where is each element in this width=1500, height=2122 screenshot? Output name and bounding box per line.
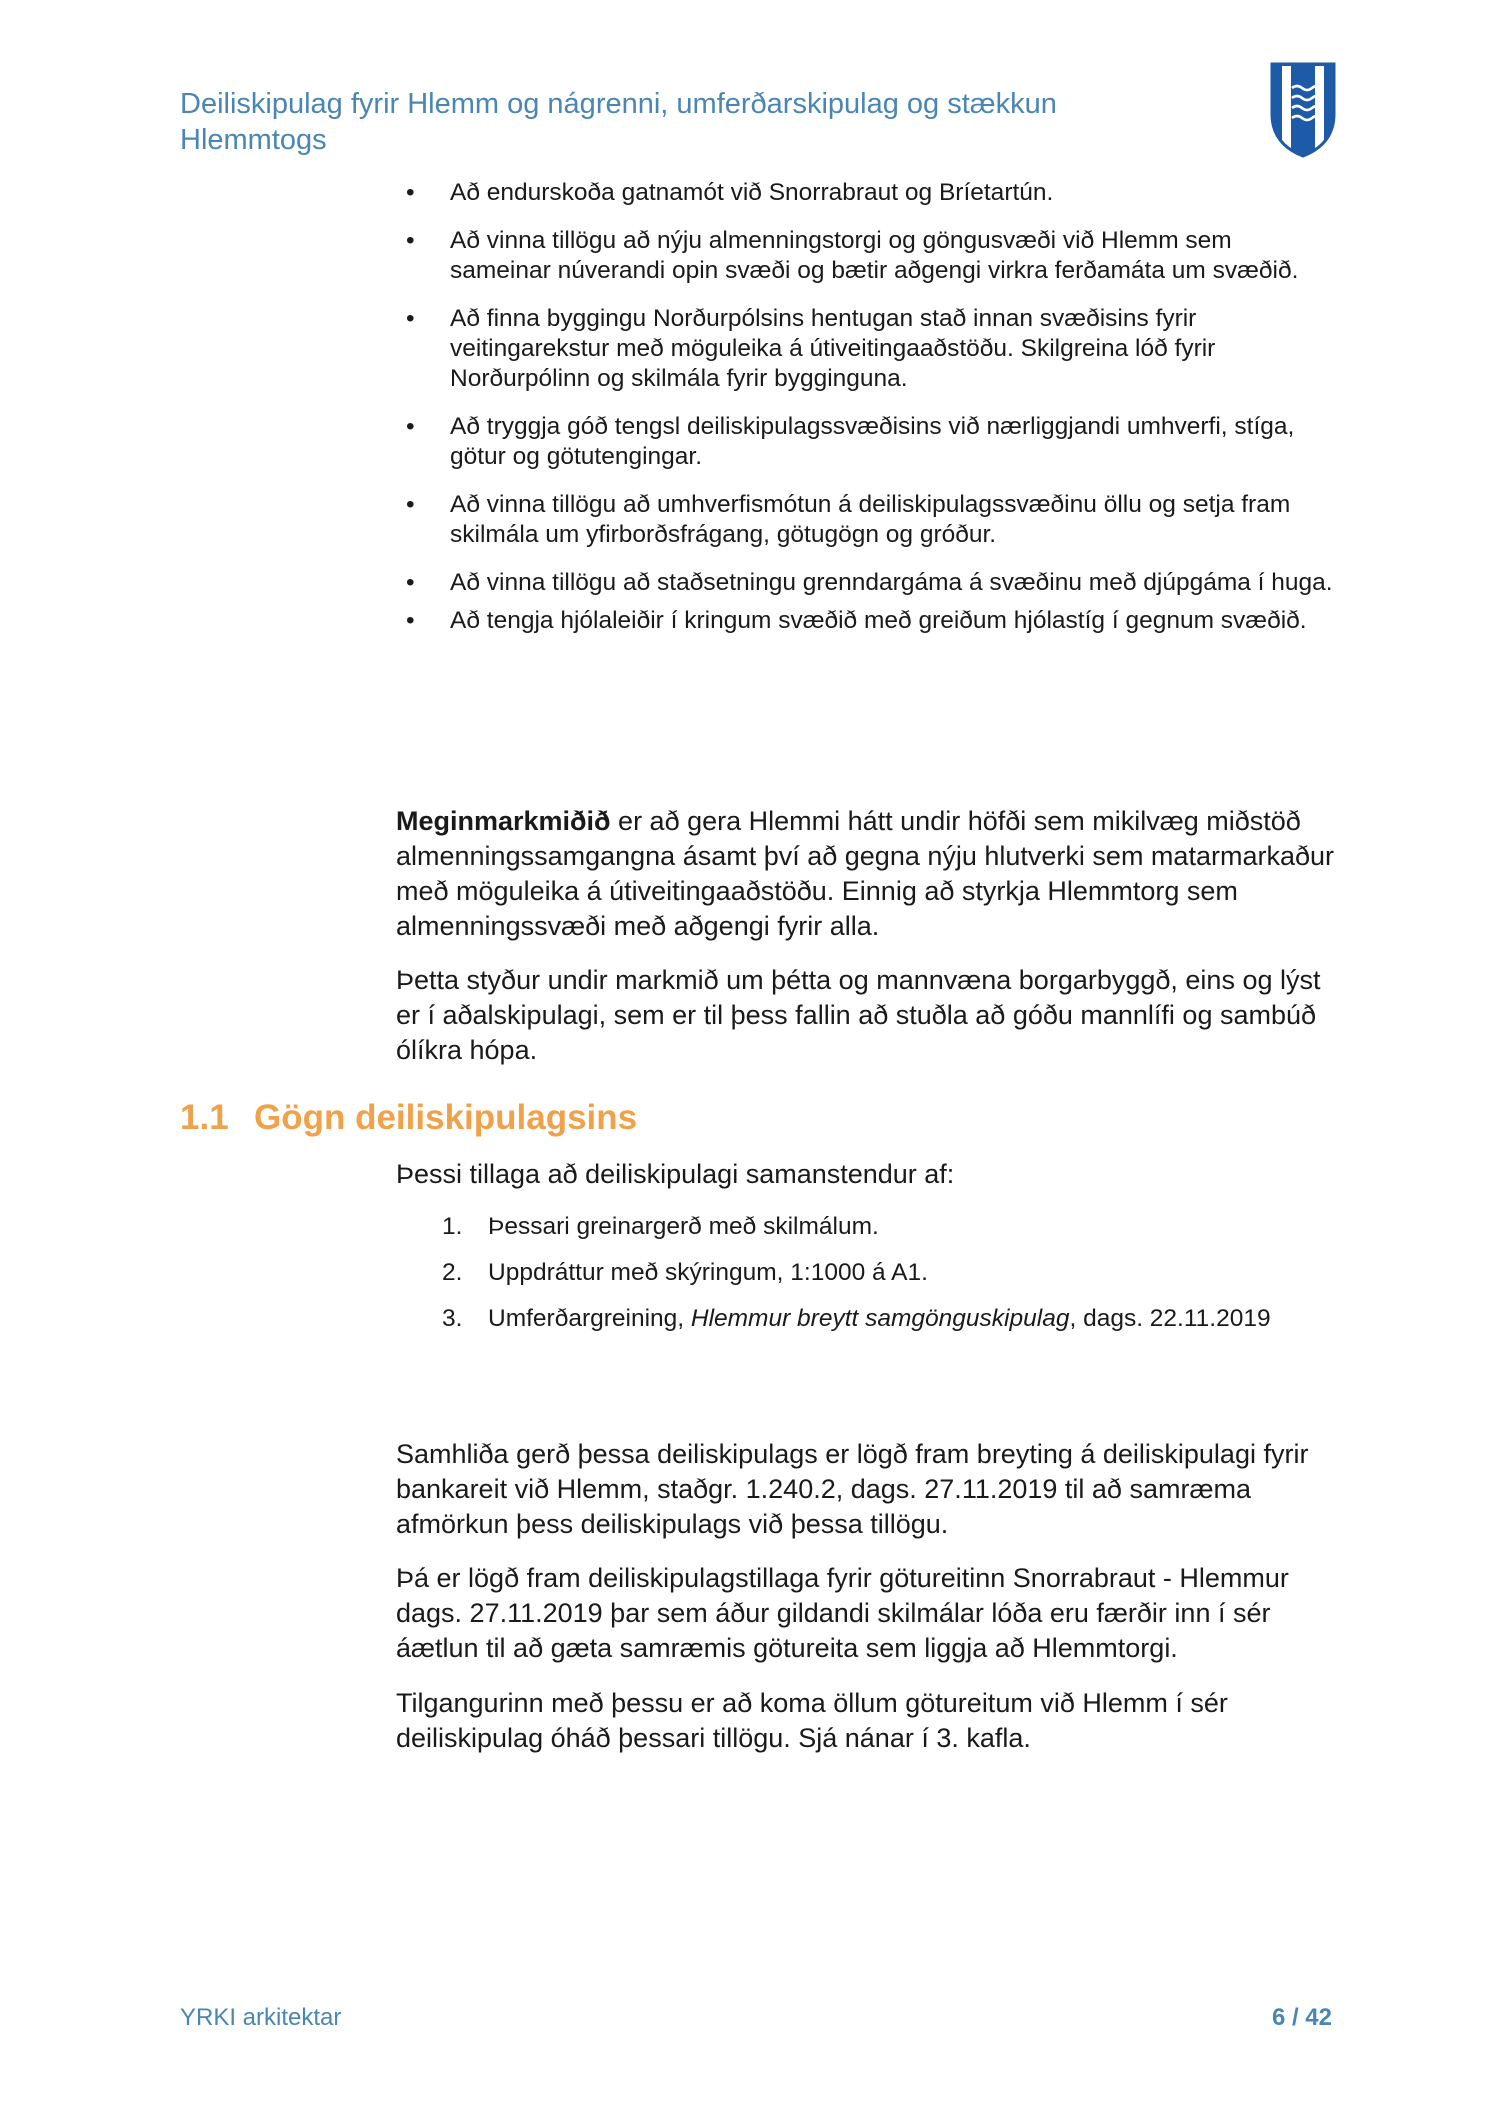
list-item: • Að tengja hjólaleiðir í kringum svæðið með greiðum hjólastíg í gegnum svæðið. (406, 607, 1307, 634)
bullet-icon: • (406, 491, 415, 518)
footer-page-number: 6 / 42 (1271, 2004, 1332, 2031)
list-item: 3. Umferðargreining, Hlemmur breytt samgönguskipulag, dags. 22.11.2019 (442, 1305, 1271, 1332)
bullet-icon: • (406, 179, 415, 206)
list-item: • Að vinna tillögu að umhverfismótun á deiliskipulagssvæðinu öllu og setja fram skilmála um yfirborðsfrágang, götugögn og gróður. (406, 491, 1291, 548)
bullet-icon: • (406, 569, 415, 596)
paragraph-gotureitur: Þá er lögð fram deiliskipulagstillaga fyrir götureitinn Snorrabraut - Hlemmur dags. 27.11.2019 þar sem áður gildandi skilmálar lóða eru færðir inn í sér áætlun til að gæta samræmis götureita sem liggja að Hlemmtorgi. (396, 1563, 1289, 1663)
list-item: • Að vinna tillögu að nýju almenningstorgi og göngusvæði við Hlemm sem sameinar núverandi opin svæði og bætir aðgengi virkra ferðamáta um svæðið. (406, 227, 1299, 284)
bullet-icon: • (406, 305, 415, 332)
main-goal-paragraph: Meginmarkmiðið er að gera Hlemmi hátt undir höfði sem mikilvæg miðstöð almenningssamgangna ásamt því að gegna nýju hlutverki sem matarmarkaður með möguleika á útiveitingaaðstöðu. Einnig að styrkja Hlemmtorg sem almenningssvæði með aðgengi fyrir alla. (396, 806, 1334, 941)
section-heading: 1.1 Gögn deiliskipulagsins (180, 1098, 638, 1137)
documents-numbered-list (396, 1212, 1336, 1350)
section-intro: Þessi tillaga að deiliskipulagi samanstendur af: (396, 1159, 955, 1189)
paragraph-bankareit: Samhliða gerð þessa deiliskipulags er lögð fram breyting á deiliskipulagi fyrir bankareit við Hlemm, staðgr. 1.240.2, dags. 27.11.2019 til að samræma afmörkun þess deiliskipulags við þessa tillögu. (396, 1439, 1309, 1539)
list-item: • Að tryggja góð tengsl deiliskipulagssvæðisins við nærliggjandi umhverfi, stíga, götur og götutengingar. (406, 413, 1295, 470)
bullet-icon: • (406, 413, 415, 440)
list-item: • Að vinna tillögu að staðsetningu grenndargáma á svæðinu með djúpgáma í huga. (406, 569, 1333, 596)
list-item: 1. Þessari greinargerð með skilmálum. (442, 1213, 879, 1240)
bullet-icon: • (406, 607, 415, 634)
support-paragraph: Þetta styður undir markmið um þétta og mannvæna borgarbyggð, eins og lýst er í aðalskipulagi, sem er til þess fallin að stuðla að góðu mannlífi og sambúð ólíkra hópa. (396, 965, 1321, 1065)
objectives-bullet-list (396, 178, 1336, 654)
list-item: 2. Uppdráttur með skýringum, 1:1000 á A1. (442, 1259, 928, 1286)
list-item: • Að finna byggingu Norðurpólsins hentugan stað innan svæðisins fyrir veitingarekstur með möguleika á útiveitingaaðstöðu. Skilgreina lóð fyrir Norðurpólinn og skilmála fyrir bygginguna. (406, 305, 1216, 392)
list-item: • Að endurskoða gatnamót við Snorrabraut og Bríetartún. (406, 179, 1054, 206)
bullet-icon: • (406, 227, 415, 254)
paragraph-purpose: Tilgangurinn með þessu er að koma öllum götureitum við Hlemm í sér deiliskipulag óháð þessari tillögu. Sjá nánar í 3. kafla. (396, 1688, 1228, 1753)
reykjavik-crest-icon (1270, 62, 1336, 158)
footer-company: YRKI arkitektar (180, 2004, 342, 2031)
document-header-title: Deiliskipulag fyrir Hlemm og nágrenni, umferðarskipulag og stækkun Hlemmtogs (180, 88, 1057, 156)
